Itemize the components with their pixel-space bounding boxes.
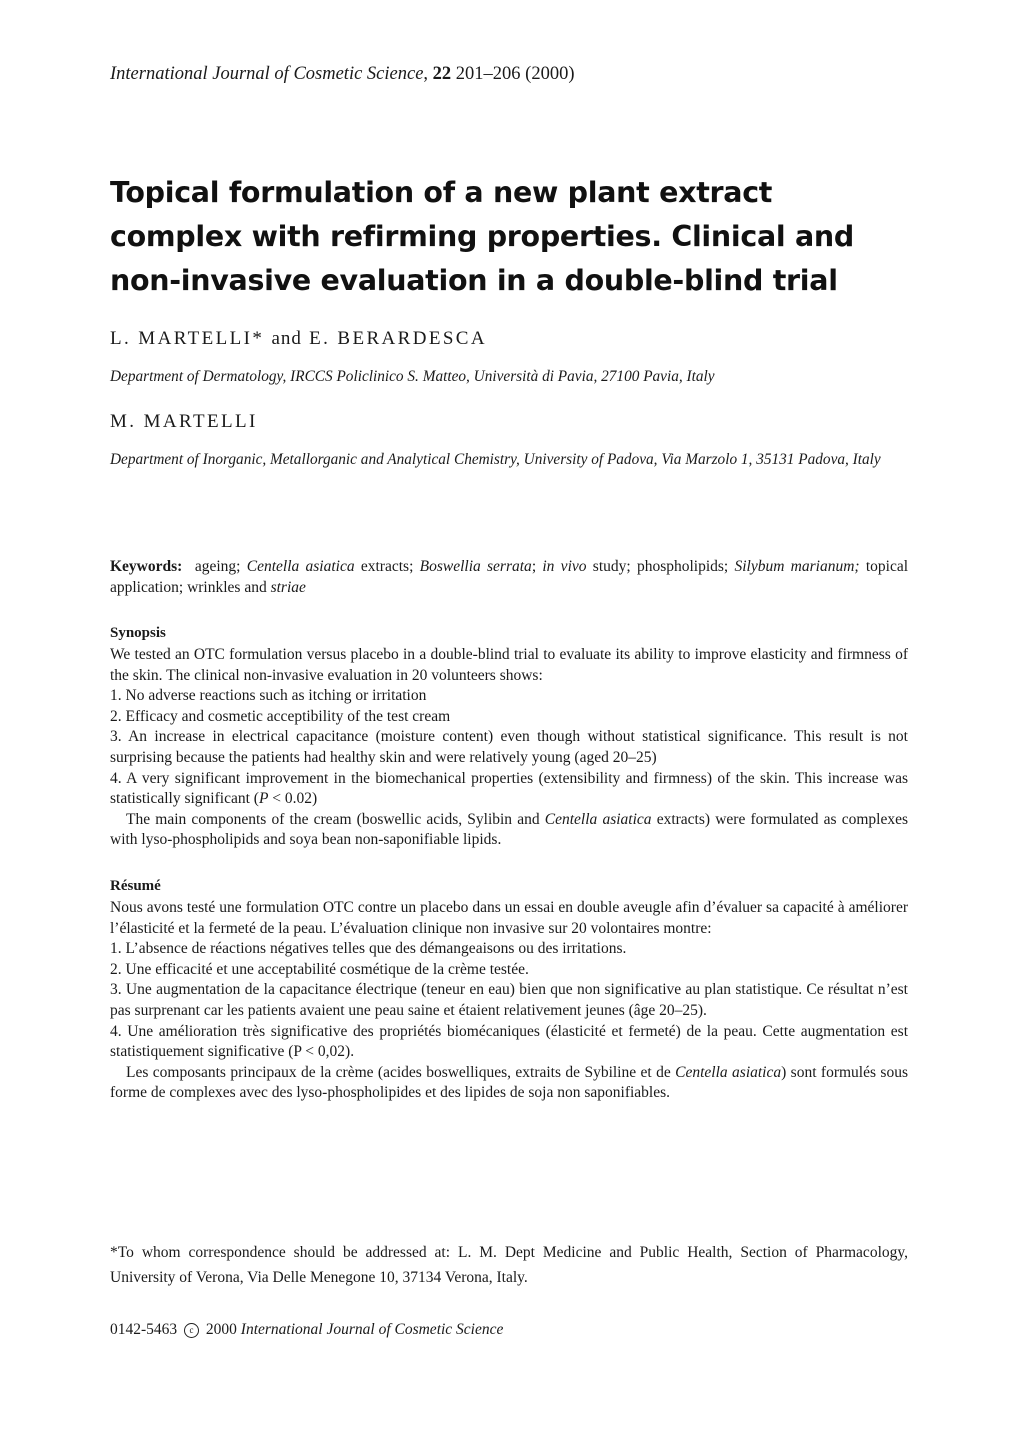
- issn: 0142-5463: [110, 1321, 178, 1338]
- resume-item: 2. Une efficacité et une acceptabilité cosmétique de la crème testée.: [110, 960, 529, 978]
- resume-closing-text: ) sont formulés sous forme de complexes avec des lyso-phospholipides et des lipides de soja non saponifiables.: [110, 1063, 908, 1102]
- resume-closing: [110, 1063, 908, 1104]
- keywords-block: Keywords: ageing; Centella asiatica extracts; Boswellia serrata; in vivo study; phospholipids; Silybum marianum; topical application; wrinkles and striae: [110, 558, 909, 596]
- keyword: wrinkles and: [187, 579, 267, 596]
- keyword: Boswellia serrata: [419, 558, 532, 575]
- keywords-label: Keywords:: [110, 558, 183, 575]
- synopsis-closing-text: extracts) were formulated as complexes with lyso-phospholipids and soya bean non-saponifiable lipids.: [110, 810, 909, 849]
- author-line-1: [110, 328, 487, 350]
- keyword: extracts: [360, 558, 410, 575]
- keyword: in vivo: [542, 558, 587, 575]
- resume-item: 1. L’absence de réactions négatives telles que des démangeaisons ou des irritations.: [110, 940, 627, 958]
- article-title: Topical formulation of a new plant extract complex with refirming properties. Clinical and non-invasive evaluation in a double-blind trial: [110, 176, 855, 297]
- keyword: striae: [270, 579, 306, 596]
- p-value-symbol: P: [258, 790, 269, 808]
- resume-heading: Résumé: [110, 878, 161, 894]
- journal-name: International Journal of Cosmetic Science: [240, 1321, 504, 1338]
- keyword: ageing: [194, 558, 237, 575]
- copyright-icon: c: [184, 1323, 199, 1338]
- keyword: Silybum marianum;: [734, 558, 860, 575]
- synopsis-item: 3. An increase in electrical capacitance (moisture content) even though without statistical significance. This result is not surprising because the patients had healthy skin and were relatively young (aged 20–25): [110, 728, 908, 766]
- correspondence-footnote: *To whom correspondence should be addressed at: L. M. Dept Medicine and Public Health, Section of Pharmacology, University of Verona, Via Delle Menegone 10, 37134 Verona, Italy.: [110, 1244, 908, 1286]
- resume-item: 4. Une amélioration très significative des propriétés biomécaniques (élasticité et fermeté) de la peau. Cette augmentation est statistiquement significative (P < 0,02).: [110, 1022, 908, 1061]
- synopsis-item: 2. Efficacy and cosmetic acceptibility of the test cream: [110, 707, 451, 725]
- copyright-line: [110, 1321, 503, 1339]
- keyword: phospholipids: [636, 558, 724, 575]
- keyword: Centella asiatica: [246, 558, 355, 575]
- journal-citation: International Journal of Cosmetic Science, 22 201–206 (2000): [110, 64, 575, 84]
- synopsis-closing-text: The main components of the cream (boswellic acids, Sylibin and: [126, 810, 545, 828]
- affiliation-2: Department of Inorganic, Metallorganic and Analytical Chemistry, University of Padova, Via Marzolo 1, 35131 Padova, Italy: [110, 451, 881, 468]
- species-name: Centella asiatica: [675, 1063, 782, 1081]
- keyword: study: [592, 558, 627, 575]
- synopsis-intro: We tested an OTC formulation versus placebo in a double-blind trial to evaluate its ability to improve elasticity and firmness of the skin. The clinical non-invasive evaluation in 20 volunteers shows:: [110, 646, 908, 684]
- synopsis-heading: Synopsis: [110, 625, 166, 641]
- resume-closing-text: Les composants principaux de la crème (acides boswelliques, extraits de Sybiline et de: [126, 1063, 676, 1081]
- species-name: Centella asiatica: [544, 810, 652, 828]
- copyright-year: 2000: [205, 1321, 237, 1338]
- author-conjunction: and: [271, 328, 302, 349]
- affiliation-1: Department of Dermatology, IRCCS Policlinico S. Matteo, Università di Pavia, 27100 Pavia, Italy: [110, 368, 715, 385]
- author-name: L. MARTELLI*: [110, 328, 265, 349]
- pages-year: 201–206 (2000): [455, 64, 575, 84]
- synopsis-item: [110, 769, 908, 810]
- synopsis-item: 1. No adverse reactions such as itching or irritation: [110, 687, 427, 705]
- author-line-2: [110, 411, 258, 433]
- synopsis-body: [110, 645, 908, 851]
- synopsis-closing: [110, 810, 908, 851]
- volume-number: 22: [432, 64, 452, 84]
- resume-item: 3. Une augmentation de la capacitance électrique (teneur en eau) bien que non significative au plan statistique. Ce résultat n’est pas surprenant car les patients avaient une peau saine et étaient relativement jeunes (âge 20–25).: [110, 981, 908, 1019]
- author-name: M. MARTELLI: [110, 411, 258, 432]
- author-name: E. BERARDESCA: [309, 328, 488, 349]
- synopsis-item4-text: 4. A very significant improvement in the biomechanical properties (extensibility and firmness) of the skin. This increase was statistically significant (: [110, 769, 908, 808]
- synopsis-item4-value: < 0.02): [268, 790, 318, 808]
- resume-intro: Nous avons testé une formulation OTC contre un placebo dans un essai en double aveugle afin d’évaluer sa capacité à améliorer l’élasticité et la fermeté de la peau. L’évaluation clinique non invasive sur 20 volontaires montre:: [110, 899, 908, 937]
- keyword: topical application: [110, 558, 909, 596]
- resume-body: [110, 898, 908, 1104]
- journal-name: International Journal of Cosmetic Science: [110, 64, 424, 84]
